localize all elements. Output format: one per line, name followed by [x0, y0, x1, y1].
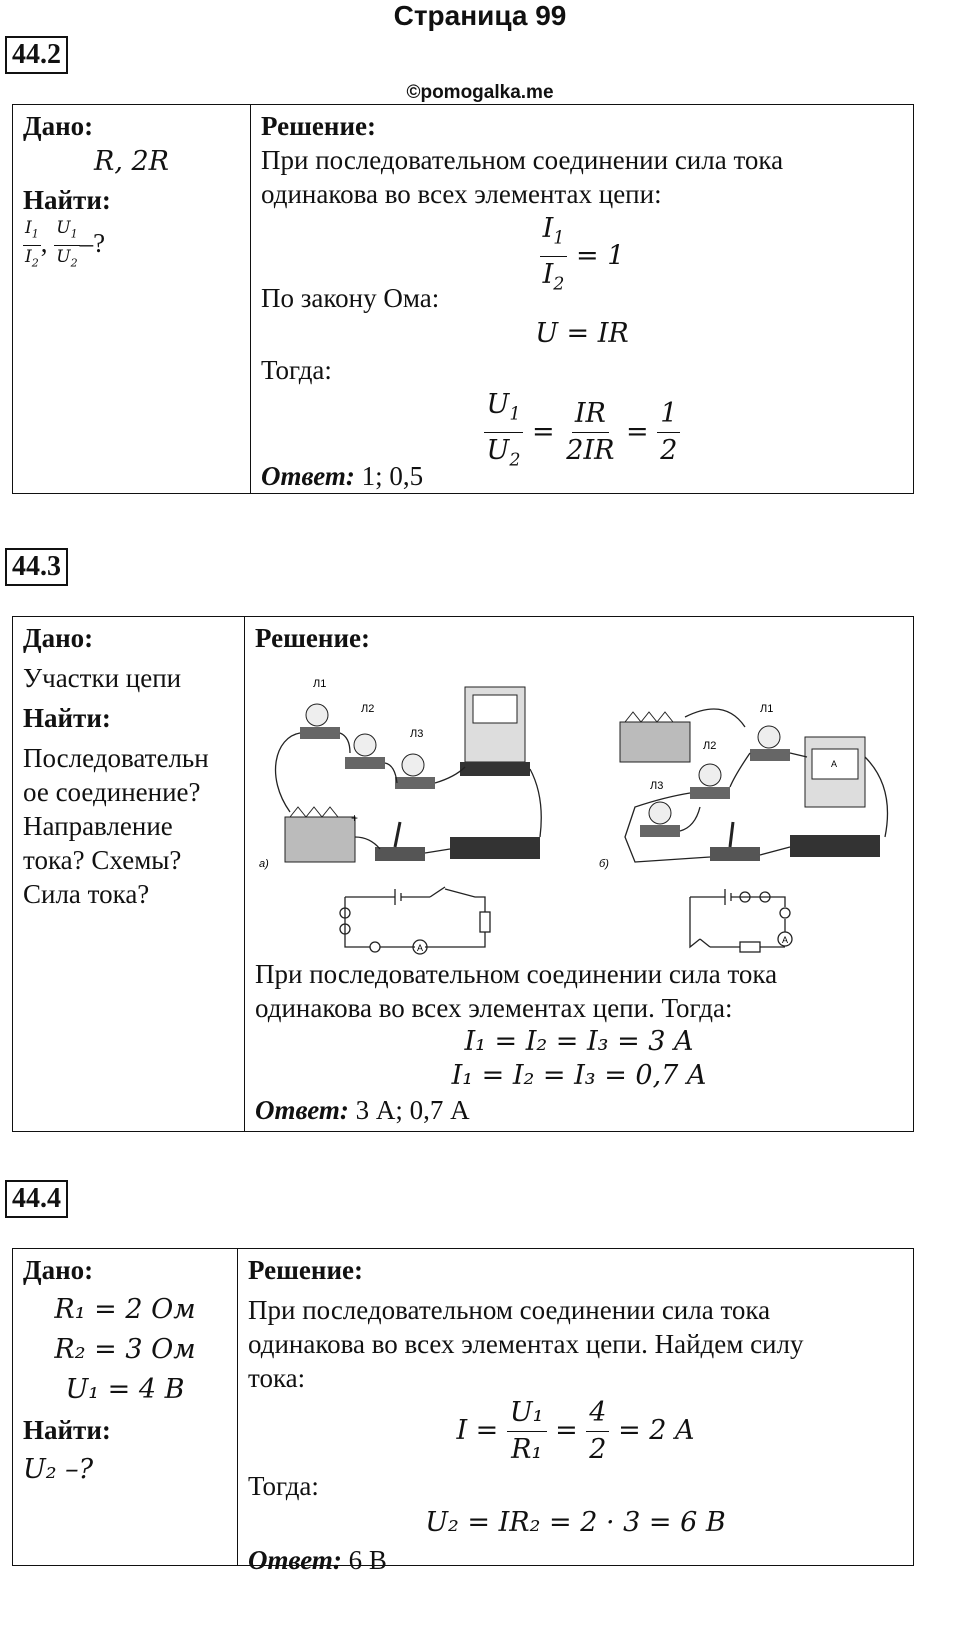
- solution-column: [238, 1249, 913, 1575]
- solution-text: При последовательном соединении сила тока: [261, 145, 784, 175]
- lamp-l1: [750, 703, 790, 761]
- answer: Ответ: 1; 0,5: [261, 461, 424, 491]
- svg-text:Л2: Л2: [361, 703, 375, 715]
- svg-text:Л3: Л3: [410, 728, 424, 740]
- find-line: Направление: [23, 811, 173, 841]
- find-label: Найти:: [23, 185, 111, 215]
- solution-text: одинакова во всех элементах цепи. Тогда:: [255, 993, 733, 1023]
- fraction: $\frac{\text{U₁}}{\text{R₁}}$: [507, 1395, 547, 1468]
- watermark: ©pomogalka.me: [406, 82, 554, 103]
- svg-text:A: A: [417, 943, 424, 953]
- fraction: $\frac{4}{2}$: [586, 1395, 609, 1468]
- svg-text:б): б): [599, 858, 609, 870]
- svg-text:Л1: Л1: [760, 703, 774, 715]
- lamp-l3: [395, 728, 435, 789]
- equation: I₁ = I₂ = I₃ = 3 A: [464, 1026, 694, 1057]
- solution-column: [245, 617, 913, 1131]
- equation-current-ratio: $\frac{I_1}{I_2}$ = 1: [261, 211, 903, 281]
- equation-current: I = $\frac{\text{U₁}}{\text{R₁}}$ = $\frac{4}{2}$ = 2 A: [248, 1395, 903, 1469]
- fraction: $\frac{U_1}{U_2}$: [484, 387, 524, 479]
- solution-text: По закону Ома:: [261, 283, 440, 313]
- answer: Ответ: 3 А; 0,7 А: [255, 1095, 470, 1125]
- lamp-l2: [345, 703, 385, 769]
- problem-number: 44.3: [5, 548, 68, 586]
- equation: I₁ = I₂ = I₃ = 0,7 A: [451, 1060, 707, 1091]
- find-line: Сила тока?: [23, 879, 150, 909]
- solution-text: При последовательном соединении сила тока: [248, 1295, 771, 1325]
- fraction: $\frac{IR}{2IR}$: [566, 398, 615, 467]
- find-line: Последовательн: [23, 743, 209, 773]
- solution-label: Решение:: [261, 111, 376, 141]
- equation-voltage: U₂ = IR₂ = 2 · 3 = 6 В: [425, 1507, 726, 1538]
- lamp-l3: [640, 780, 680, 837]
- ammeter: [460, 687, 530, 776]
- given-value: Участки цепи: [23, 663, 182, 693]
- svg-text:Л2: Л2: [703, 740, 717, 752]
- find-line: тока? Схемы?: [23, 845, 182, 875]
- solution-text: одинакова во всех элементах цепи. Найдем силу: [248, 1329, 804, 1359]
- circuit-panel-a: [259, 678, 541, 954]
- schematic-b: [690, 889, 792, 952]
- fraction: $\frac{I_1}{I_2}$: [540, 211, 568, 303]
- problem-table: [12, 1248, 914, 1575]
- switch: [710, 847, 760, 861]
- solution-label: Решение:: [248, 1255, 363, 1285]
- ammeter: [805, 737, 865, 807]
- fraction: $\frac{I_1}{I_2}$: [25, 218, 39, 270]
- schematic-a: [340, 887, 490, 954]
- given-column: [13, 1249, 238, 1565]
- solution-text: При последовательном соединении сила тока: [255, 959, 778, 989]
- circuit-figure: [255, 657, 903, 957]
- rheostat: [790, 835, 880, 857]
- given-line: R₂ = 3 Ом: [54, 1334, 196, 1365]
- solution-text: тока:: [248, 1363, 306, 1393]
- given-label: Дано:: [23, 623, 94, 653]
- svg-text:а): а): [259, 858, 269, 870]
- problem-number: 44.4: [5, 1180, 68, 1218]
- switch: [375, 847, 425, 861]
- lamp-l2: [690, 740, 730, 799]
- given-line: R₁ = 2 Ом: [54, 1294, 196, 1325]
- svg-text:A: A: [831, 759, 838, 769]
- solution-column: [251, 105, 913, 493]
- given-value: R, 2R: [93, 146, 169, 177]
- solution-text: одинакова во всех элементах цепи:: [261, 179, 662, 209]
- given-label: Дано:: [23, 111, 94, 141]
- equation-ohm: U = IR: [535, 318, 629, 349]
- find-label: Найти:: [23, 703, 111, 733]
- svg-text:Л1: Л1: [313, 678, 327, 690]
- find-value: $\frac{I_1}{I_2}$ , $\frac{U_1}{U_2}$ –?: [23, 217, 240, 275]
- find-line: ое соединение?: [23, 777, 201, 807]
- circuit-panel-b: [599, 703, 888, 952]
- rheostat: [450, 837, 540, 859]
- find-tail: –?: [79, 228, 106, 259]
- find-label: Найти:: [23, 1415, 111, 1445]
- svg-text:A: A: [782, 935, 789, 945]
- answer: Ответ: 6 В: [248, 1545, 387, 1575]
- svg-text:Л3: Л3: [650, 780, 664, 792]
- fraction: $\frac{1}{2}$: [657, 396, 680, 469]
- lamp-l1: [300, 678, 340, 739]
- battery: [620, 722, 690, 762]
- equation-voltage-ratio: $\frac{U_1}{U_2}$ = $\frac{IR}{2IR}$ = $\frac{1}{2}$: [261, 387, 903, 459]
- problem-number: 44.2: [5, 36, 68, 74]
- svg-text:+: +: [351, 811, 359, 825]
- problem-table: [12, 104, 914, 494]
- given-line: U₁ = 4 В: [65, 1374, 185, 1405]
- given-label: Дано:: [23, 1255, 94, 1285]
- fraction: $\frac{U_1}{U_2}$: [56, 218, 78, 270]
- given-column: [13, 617, 245, 1131]
- find-value: U₂ –?: [23, 1454, 94, 1485]
- solution-label: Решение:: [255, 623, 370, 653]
- given-column: [13, 105, 251, 493]
- problem-table: [12, 616, 914, 1132]
- battery: [285, 817, 355, 862]
- solution-text: Тогда:: [248, 1471, 319, 1501]
- solution-text: Тогда:: [261, 355, 332, 385]
- page-title: Страница 99: [393, 0, 567, 31]
